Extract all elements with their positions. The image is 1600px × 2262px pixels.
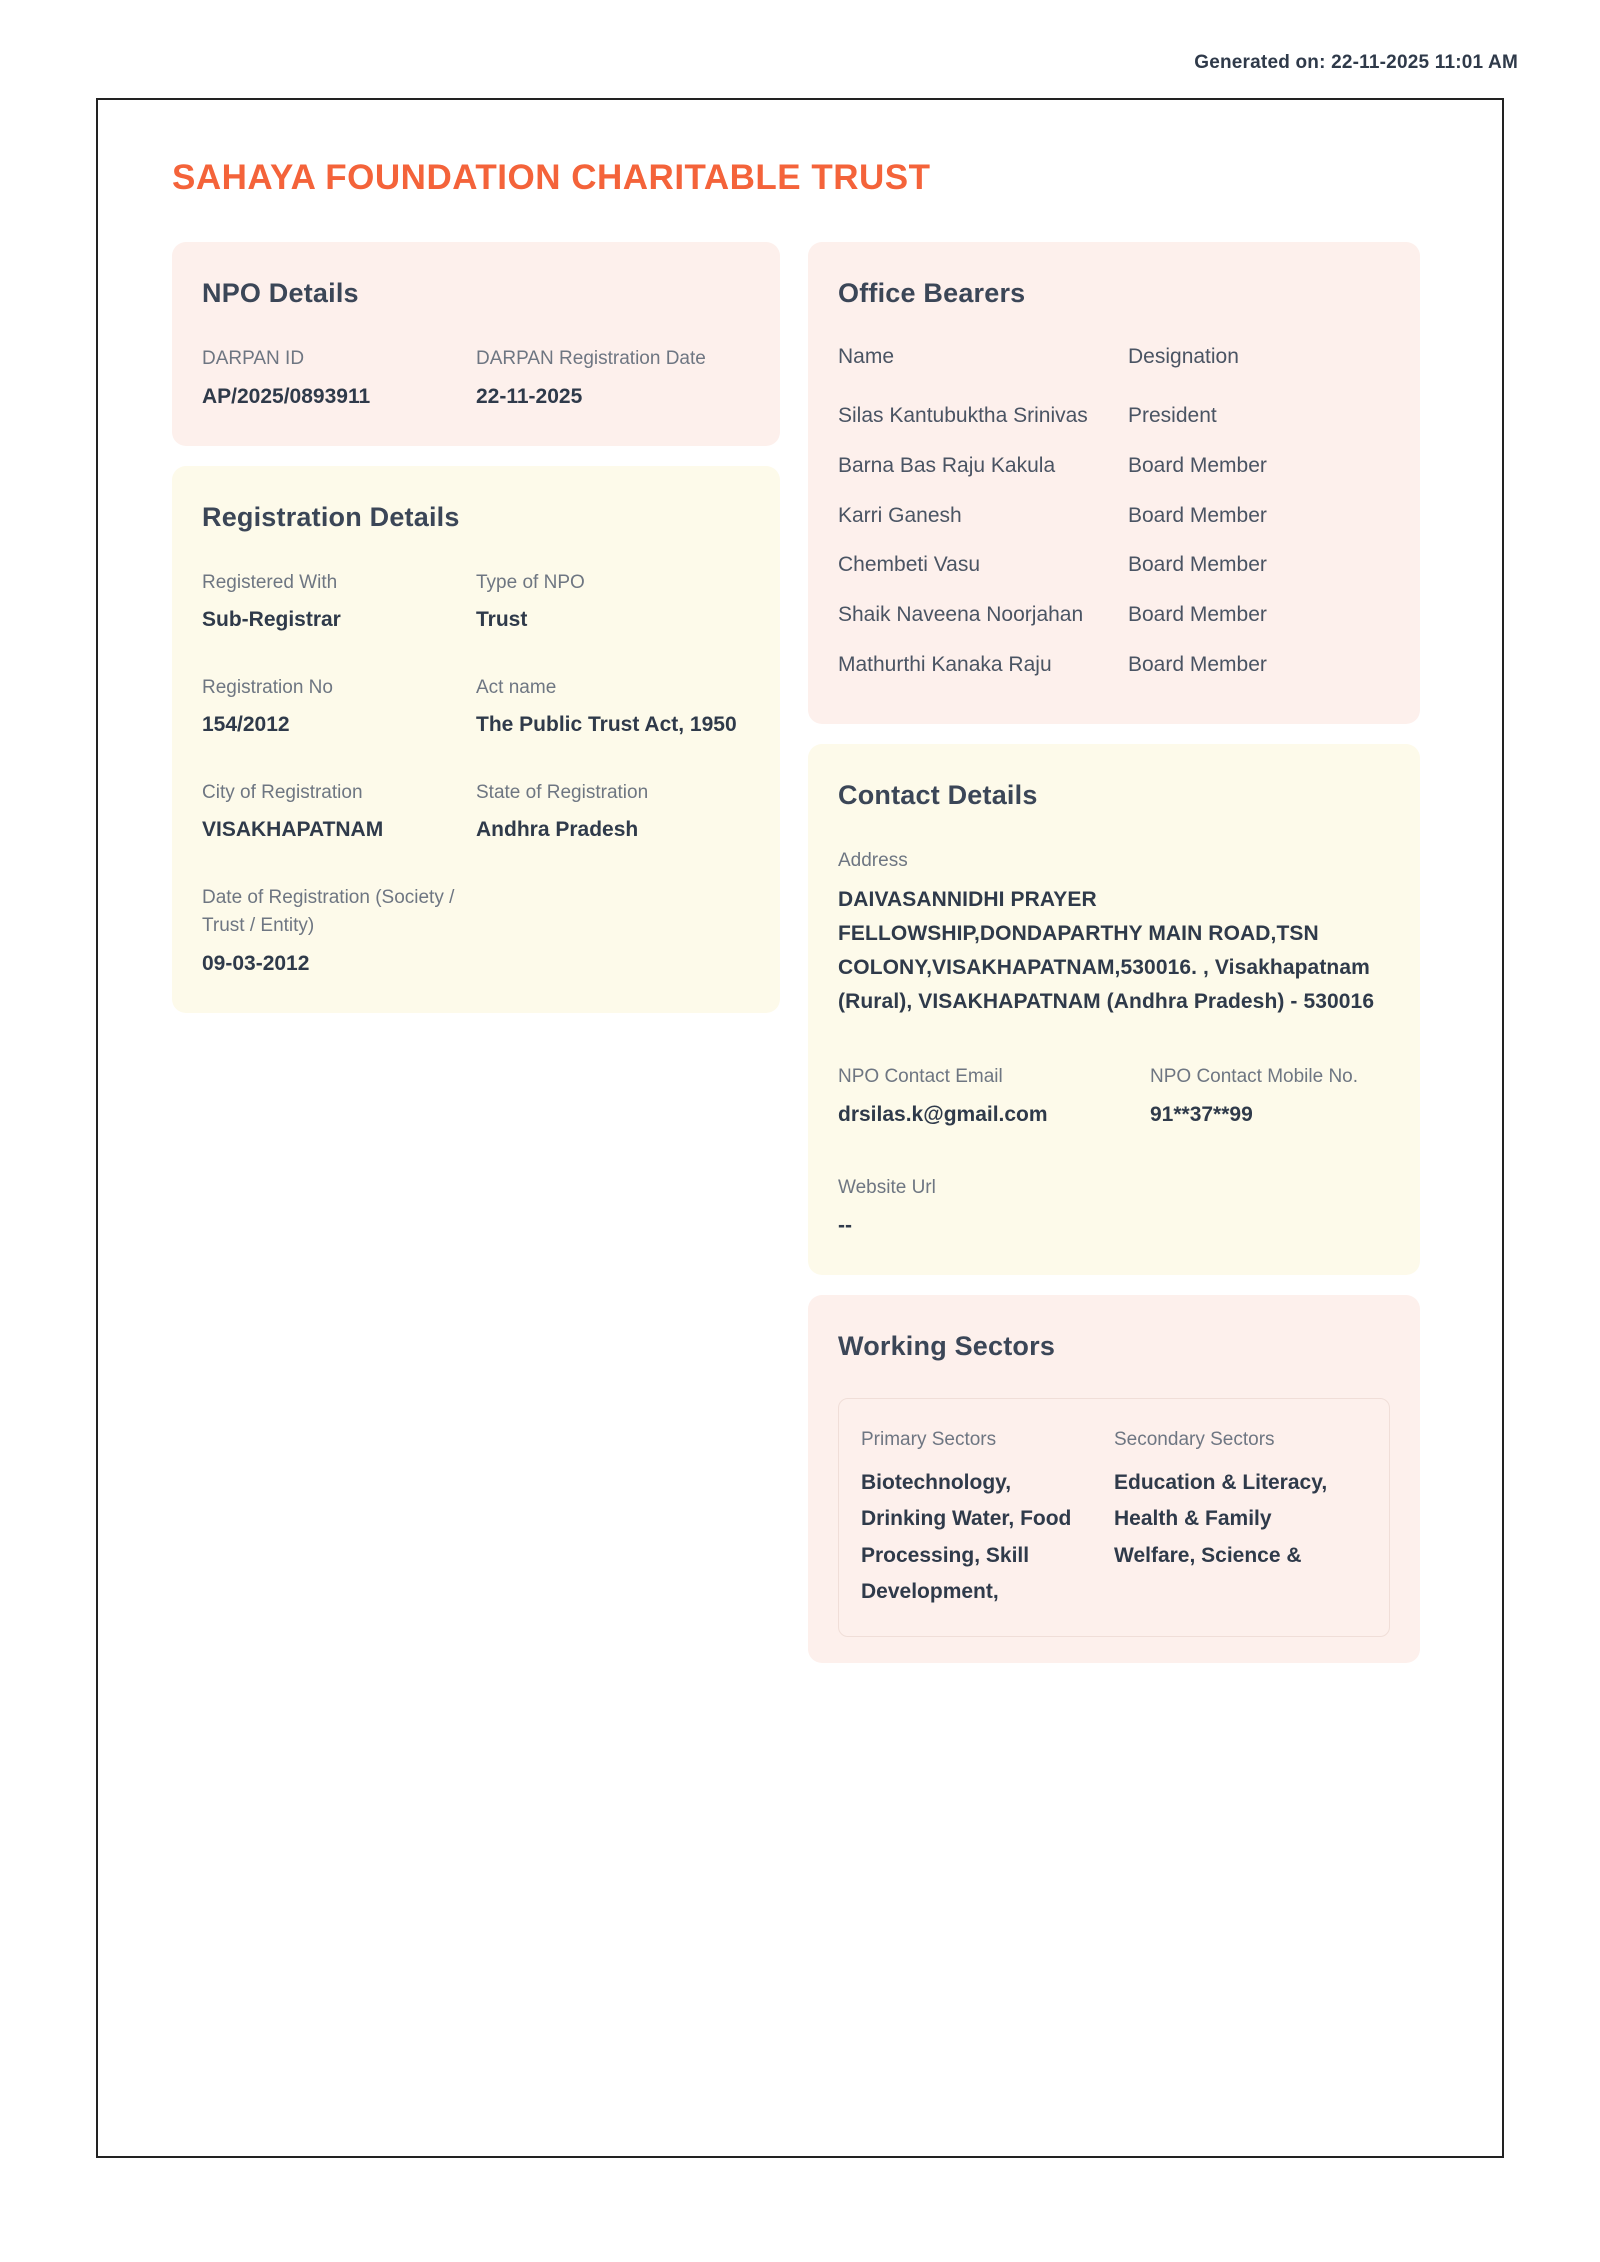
state-value: Andhra Pradesh [476,818,639,842]
field-primary-sectors [861,1429,1114,1609]
office-bearers-card [808,242,1420,724]
bearer-name: Barna Bas Raju Kakula [838,453,1056,477]
city-value: VISAKHAPATNAM [202,818,384,842]
field-type-of-npo [476,569,750,636]
document-sheet [96,98,1504,2158]
table-row [838,441,1390,491]
act-name-value: The Public Trust Act, 1950 [476,713,737,737]
type-of-npo-label: Type of NPO [476,571,585,593]
primary-sectors-value: Biotechnology, Drinking Water, Food Processing, Skill Development, [861,1471,1072,1603]
field-registration-no [202,674,476,741]
mobile-label: NPO Contact Mobile No. [1150,1066,1359,1088]
bearer-designation: Board Member [1128,553,1267,577]
npo-details-card [172,242,780,446]
field-spacer [476,884,750,979]
generated-on-timestamp: Generated on: 22-11-2025 11:01 AM [1194,52,1518,73]
field-darpan-id [202,345,476,412]
type-of-npo-value: Trust [476,608,528,632]
field-mobile [1150,1063,1390,1130]
bearer-designation: Board Member [1128,503,1267,527]
darpan-reg-date-label: DARPAN Registration Date [476,348,706,369]
field-state-of-registration [476,779,750,846]
working-sectors-card [808,1295,1420,1662]
table-row [838,640,1390,690]
registration-no-label: Registration No [202,676,333,698]
table-row [838,391,1390,441]
working-sectors-inner [838,1398,1390,1636]
npo-details-title: NPO Details [202,278,359,308]
bearer-designation: President [1128,404,1217,427]
bearer-designation: Board Member [1128,453,1267,477]
registered-with-value: Sub-Registrar [202,608,341,632]
bearer-name: Shaik Naveena Noorjahan [838,603,1084,627]
date-of-registration-label: Date of Registration (Society / Trust / Entity) [202,886,455,937]
darpan-id-value: AP/2025/0893911 [202,384,371,408]
bearer-name: Chembeti Vasu [838,553,981,577]
working-sectors-title: Working Sectors [838,1331,1056,1362]
page-title: SAHAYA FOUNDATION CHARITABLE TRUST [172,158,931,197]
city-label: City of Registration [202,781,363,803]
left-column [172,242,780,1033]
table-row [838,491,1390,541]
column-header-name: Name [838,345,895,368]
email-label: NPO Contact Email [838,1066,1003,1088]
website-value: -- [838,1213,852,1237]
address-value: DAIVASANNIDHI PRAYER FELLOWSHIP,DONDAPARTHY MAIN ROAD,TSN COLONY,VISAKHAPATNAM,530016. , Visakhapatnam (Rural), VISAKHAPATNAM (Andhra Pradesh) - 530016 [838,888,1375,1014]
table-row [838,590,1390,640]
contact-details-title: Contact Details [838,779,1038,810]
registered-with-label: Registered With [202,571,338,593]
state-label: State of Registration [476,781,649,803]
bearer-name: Mathurthi Kanaka Raju [838,653,1052,677]
office-bearers-table [838,345,1390,690]
date-of-registration-value: 09-03-2012 [202,951,310,975]
registration-details-title: Registration Details [202,501,460,532]
bearer-designation: Board Member [1128,653,1267,677]
registration-row-3 [202,779,750,846]
contact-row [838,1063,1390,1130]
field-website [838,1174,1390,1241]
secondary-sectors-label: Secondary Sectors [1114,1429,1275,1451]
registration-details-card [172,466,780,1013]
primary-sectors-label: Primary Sectors [861,1429,997,1451]
bearer-designation: Board Member [1128,603,1267,627]
field-email [838,1063,1150,1130]
table-header-row [838,345,1390,391]
registration-row-1 [202,569,750,636]
table-row [838,540,1390,590]
registration-row-4 [202,884,750,979]
office-bearers-title: Office Bearers [838,278,1026,308]
darpan-reg-date-value: 22-11-2025 [476,384,583,408]
field-city-of-registration [202,779,476,846]
registration-no-value: 154/2012 [202,713,290,737]
field-date-of-registration [202,884,476,979]
address-label: Address [838,849,908,871]
column-header-designation: Designation [1128,345,1239,368]
email-value: drsilas.k@gmail.com [838,1102,1048,1126]
darpan-id-label: DARPAN ID [202,348,305,369]
bearer-name: Karri Ganesh [838,503,962,527]
field-address [838,847,1390,1020]
act-name-label: Act name [476,676,557,698]
contact-details-card [808,744,1420,1275]
secondary-sectors-value: Education & Literacy, Health & Family Welfare, Science & [1114,1471,1328,1567]
bearer-name: Silas Kantubuktha Srinivas [838,404,1088,427]
field-registered-with [202,569,476,636]
website-label: Website Url [838,1177,936,1199]
field-darpan-reg-date [476,345,750,412]
right-column [808,242,1420,1683]
mobile-value: 91**37**99 [1150,1102,1253,1126]
npo-details-row [202,345,750,412]
field-act-name [476,674,750,741]
registration-row-2 [202,674,750,741]
field-secondary-sectors [1114,1429,1367,1609]
